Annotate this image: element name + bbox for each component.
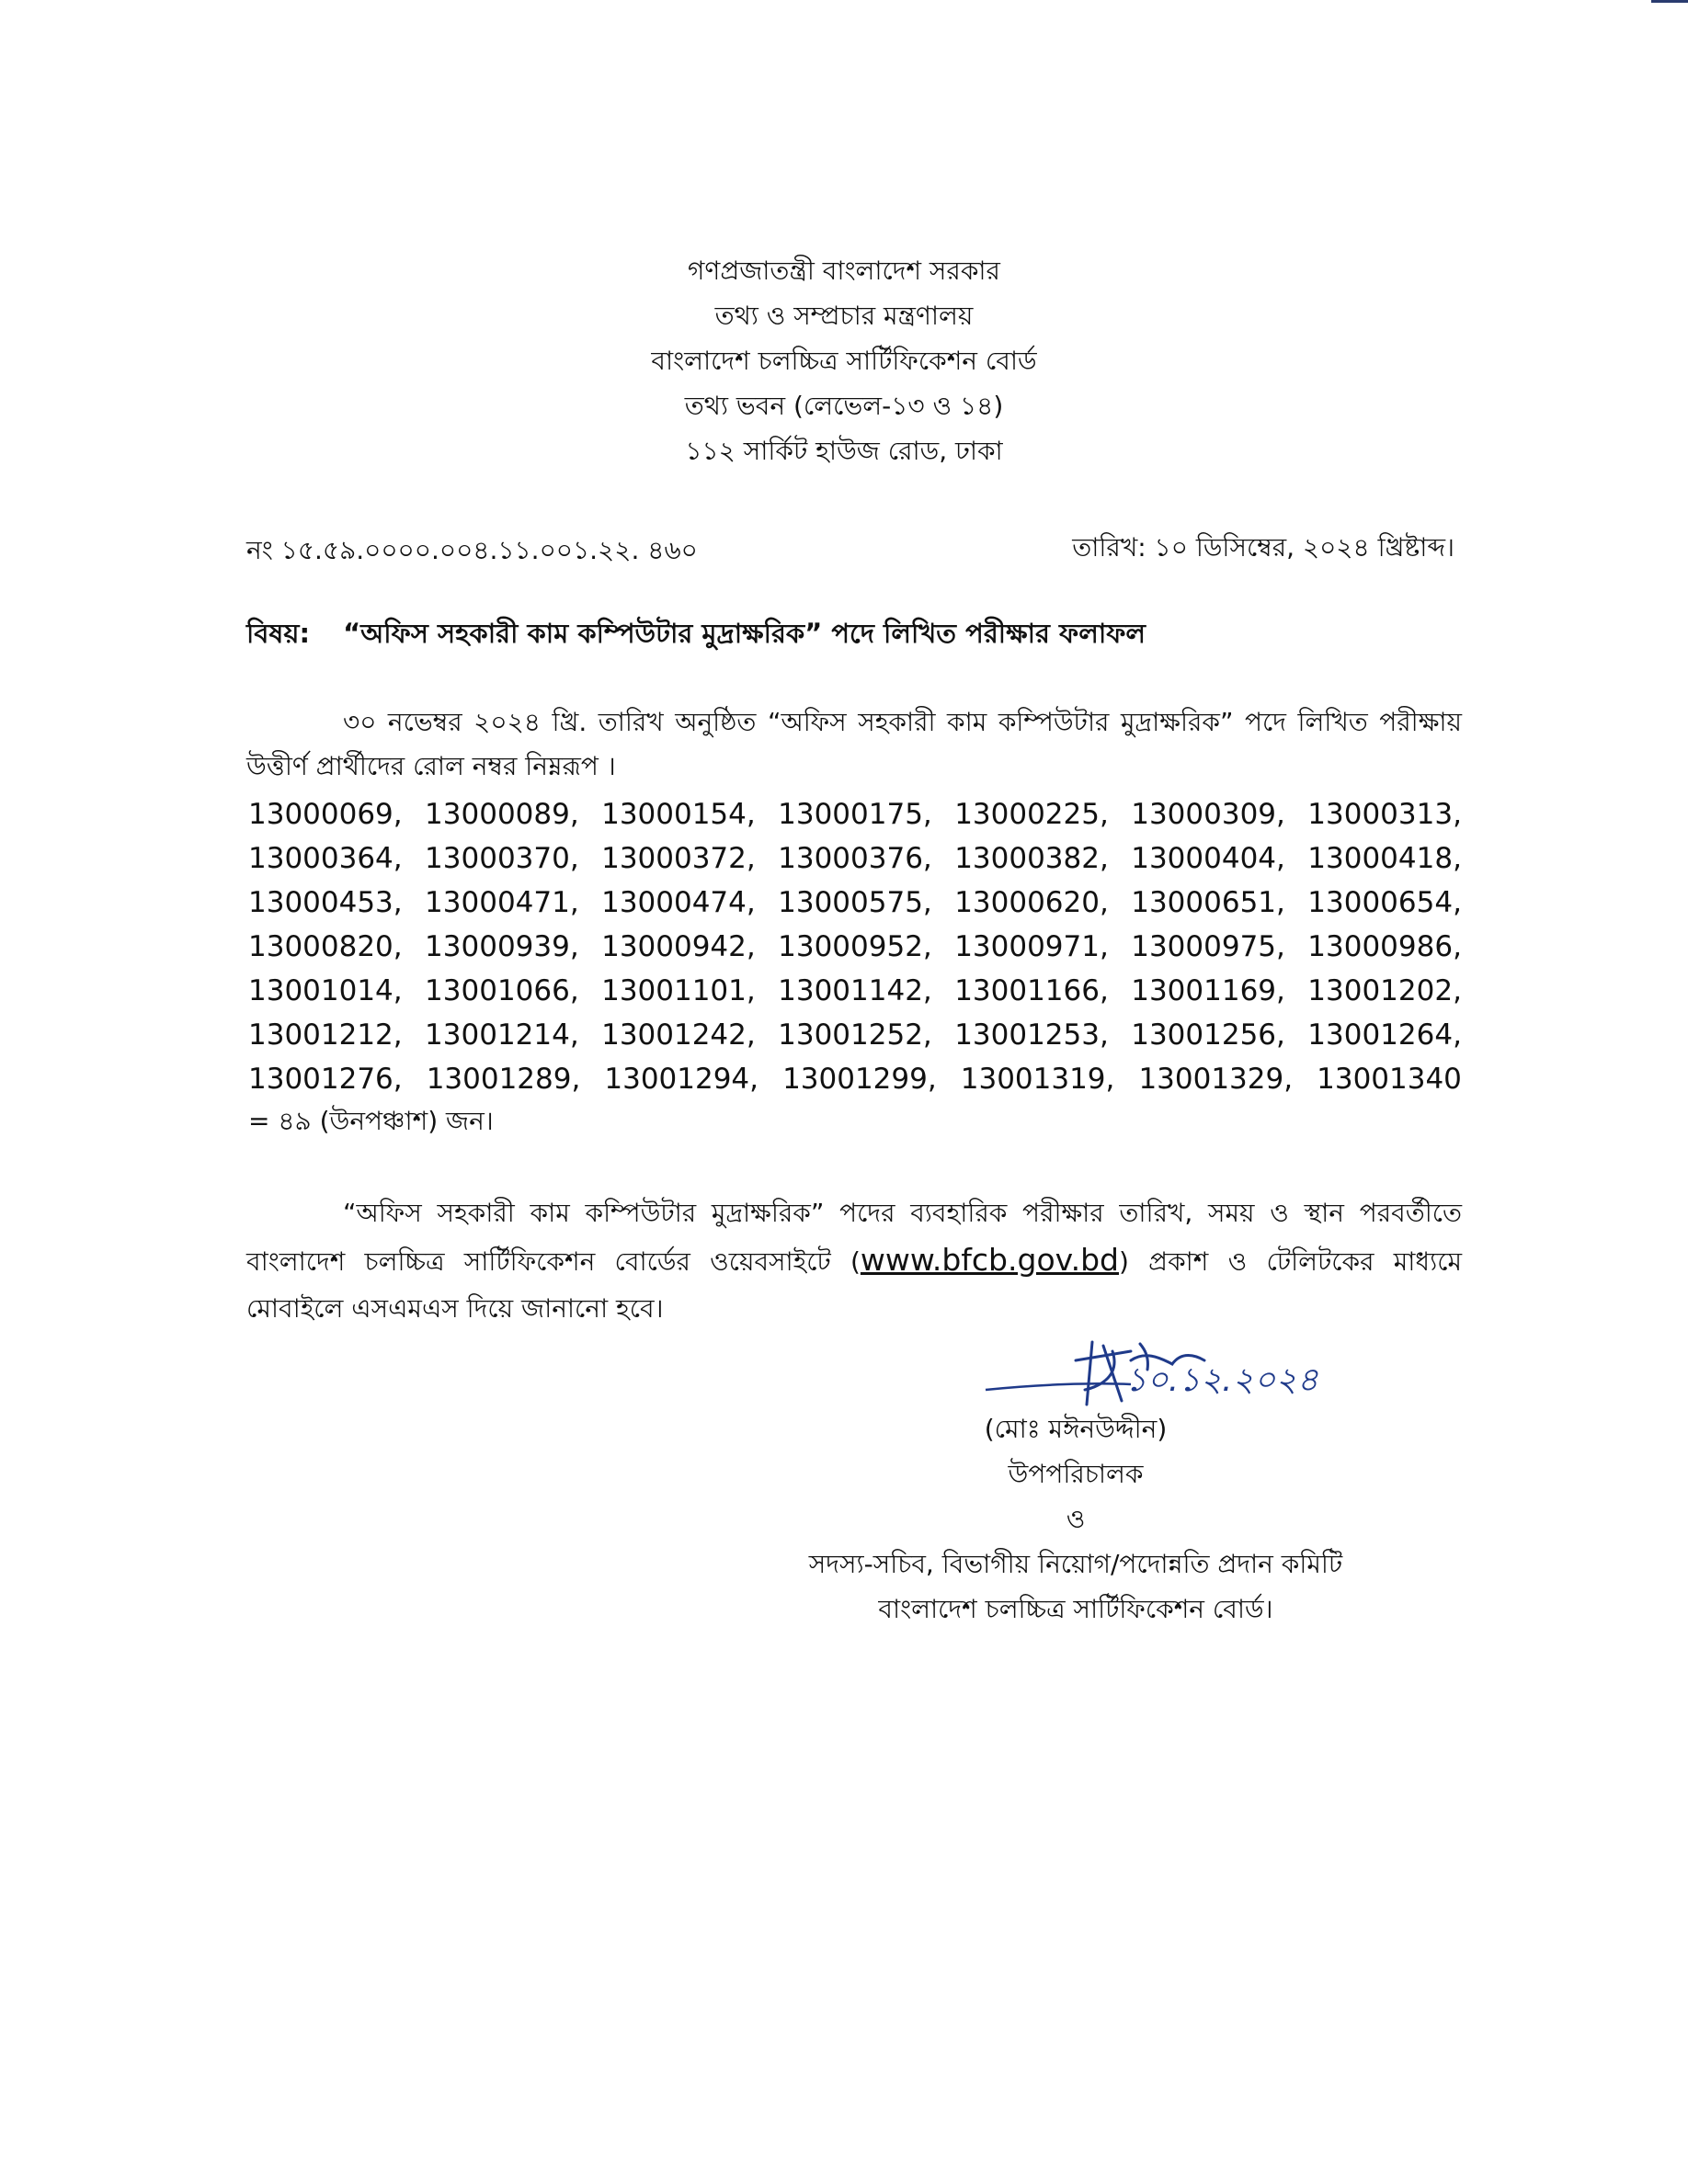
roll-number: 13001299, [782,1063,937,1096]
roll-number: 13000404, [1131,842,1285,875]
scan-edge-mark [1651,0,1688,14]
roll-number: 13001289, [426,1063,581,1096]
roll-number-list [248,792,1462,1101]
roll-number: 13001276, [248,1063,403,1096]
roll-number: 13001264, [1307,1018,1462,1052]
roll-number: 13001256, [1131,1018,1285,1052]
roll-number: 13000952, [778,930,932,963]
roll-number: 13001202, [1307,974,1462,1007]
subject-label: বিষয়: [246,618,311,649]
roll-number-row [248,969,1462,1013]
signatory-role: সদস্য-সচিব, বিভাগীয় নিয়োগ/পদোন্নতি প্রদান কমিটি [808,1549,1343,1579]
roll-number-row [248,1057,1462,1101]
practical-text-before: “অফিস সহকারী কাম কম্পিউটার মুদ্রাক্ষরিক” পদের ব্যবহারিক পরীক্ষার তারিখ, সময় ও স্থান পরবর্তীতে বাংলাদেশ চলচ্চিত্র সার্টিফিকেশন বোর্ডের ওয়েবসাইটে ( [246,1198,1462,1277]
practical-text-after: ) প্রকাশ ও টেলিটকের মাধ্যমে মোবাইলে এসএমএস দিয়ে জানানো হবে। [246,1246,1462,1324]
roll-number: 13001166, [954,974,1109,1007]
roll-number: 13000089, [425,798,579,831]
subject-text: “অফিস সহকারী কাম কম্পিউটার মুদ্রাক্ষরিক” পদে লিখিত পরীক্ষার ফলাফল [343,618,1146,649]
roll-number: 13000474, [601,886,756,919]
roll-number: 13001294, [604,1063,759,1096]
letterhead-building: তথ্য ভবন (লেভেল-১৩ ও ১৪) [684,391,1004,421]
roll-number: 13001169, [1131,974,1285,1007]
signatory-conjunction: ও [1066,1504,1086,1534]
roll-number: 13000382, [954,842,1109,875]
subject-line [246,613,1469,658]
roll-number: 13000820, [248,930,403,963]
practical-exam-paragraph [246,1189,1462,1332]
roll-number-row [248,1013,1462,1057]
roll-number: 13000986, [1307,930,1462,963]
total-count: = ৪৯ (উনপঞ্চাশ) জন। [248,1106,494,1136]
letterhead-ministry: তথ্য ও সম্প্রচার মন্ত্রণালয় [714,301,974,331]
roll-number: 13001066, [425,974,579,1007]
roll-number: 13000313, [1307,798,1462,831]
roll-number: 13000942, [601,930,756,963]
letterhead-board: বাংলাদেশ চলচ্চিত্র সার্টিফিকেশন বোর্ড [651,346,1037,376]
roll-number-row [248,925,1462,969]
roll-number: 13000471, [425,886,579,919]
roll-number: 13000175, [778,798,932,831]
signatory-designation: উপপরিচালক [1008,1459,1144,1489]
roll-number: 13000069, [248,798,403,831]
memo-number: নং ১৫.৫৯.০০০০.০০৪.১১.০০১.২২. ৪৬০ [246,535,698,565]
roll-number: 13000154, [601,798,756,831]
roll-number: 13001329, [1138,1063,1294,1096]
roll-number: 13001319, [960,1063,1115,1096]
letterhead-address: ১১২ সার্কিট হাউজ রোড, ঢাকা [685,436,1003,466]
roll-number: 13000939, [425,930,579,963]
roll-number: 13000418, [1307,842,1462,875]
roll-number-row [248,836,1462,881]
website-link[interactable]: www.bfcb.gov.bd [860,1242,1119,1278]
roll-number: 13000654, [1307,886,1462,919]
roll-number: 13000453, [248,886,403,919]
intro-text: ৩০ নভেম্বর ২০২৪ খ্রি. তারিখ অনুষ্ঠিত “অফিস সহকারী কাম কম্পিউটার মুদ্রাক্ষরিক” পদে লিখিত পরীক্ষায় উত্তীর্ণ প্রার্থীদের রোল নম্বর নিম্নরূপ । [246,707,1462,781]
roll-number: 13000364, [248,842,403,875]
letterhead [0,248,1688,473]
roll-number: 13001253, [954,1018,1109,1052]
roll-number-row [248,881,1462,925]
roll-number: 13000620, [954,886,1109,919]
roll-number: 13001212, [248,1018,403,1052]
signature-date: ১০.১২.২০২৪ [1125,1361,1319,1399]
roll-number-row [248,792,1462,836]
letterhead-government: গণপ্রজাতন্ত্রী বাংলাদেশ সরকার [688,256,1000,286]
roll-number: 13001101, [601,974,756,1007]
memo-date: তারিখ: ১০ ডিসিম্বের, ২০২৪ খ্রিষ্টাব্দ। [1072,532,1454,563]
roll-number: 13001142, [778,974,932,1007]
roll-number: 13001252, [778,1018,932,1052]
signatory-block [772,1406,1379,1632]
signatory-office: বাংলাদেশ চলচ্চিত্র সার্টিফিকেশন বোর্ড। [878,1594,1273,1624]
intro-paragraph [246,700,1462,789]
signatory-name: (মোঃ মঈনউদ্দীন) [984,1414,1168,1444]
roll-number: 13000372, [601,842,756,875]
roll-number: 13000575, [778,886,932,919]
roll-number: 13000651, [1131,886,1285,919]
roll-number: 13000975, [1131,930,1285,963]
roll-number: 13000376, [778,842,932,875]
roll-number: 13000309, [1131,798,1285,831]
roll-number: 13001214, [425,1018,579,1052]
roll-number: 13000225, [954,798,1109,831]
roll-number: 13001014, [248,974,403,1007]
roll-number: 13000370, [425,842,579,875]
roll-number: 13001242, [601,1018,756,1052]
roll-number: 13001340 [1317,1063,1462,1096]
roll-number: 13000971, [954,930,1109,963]
